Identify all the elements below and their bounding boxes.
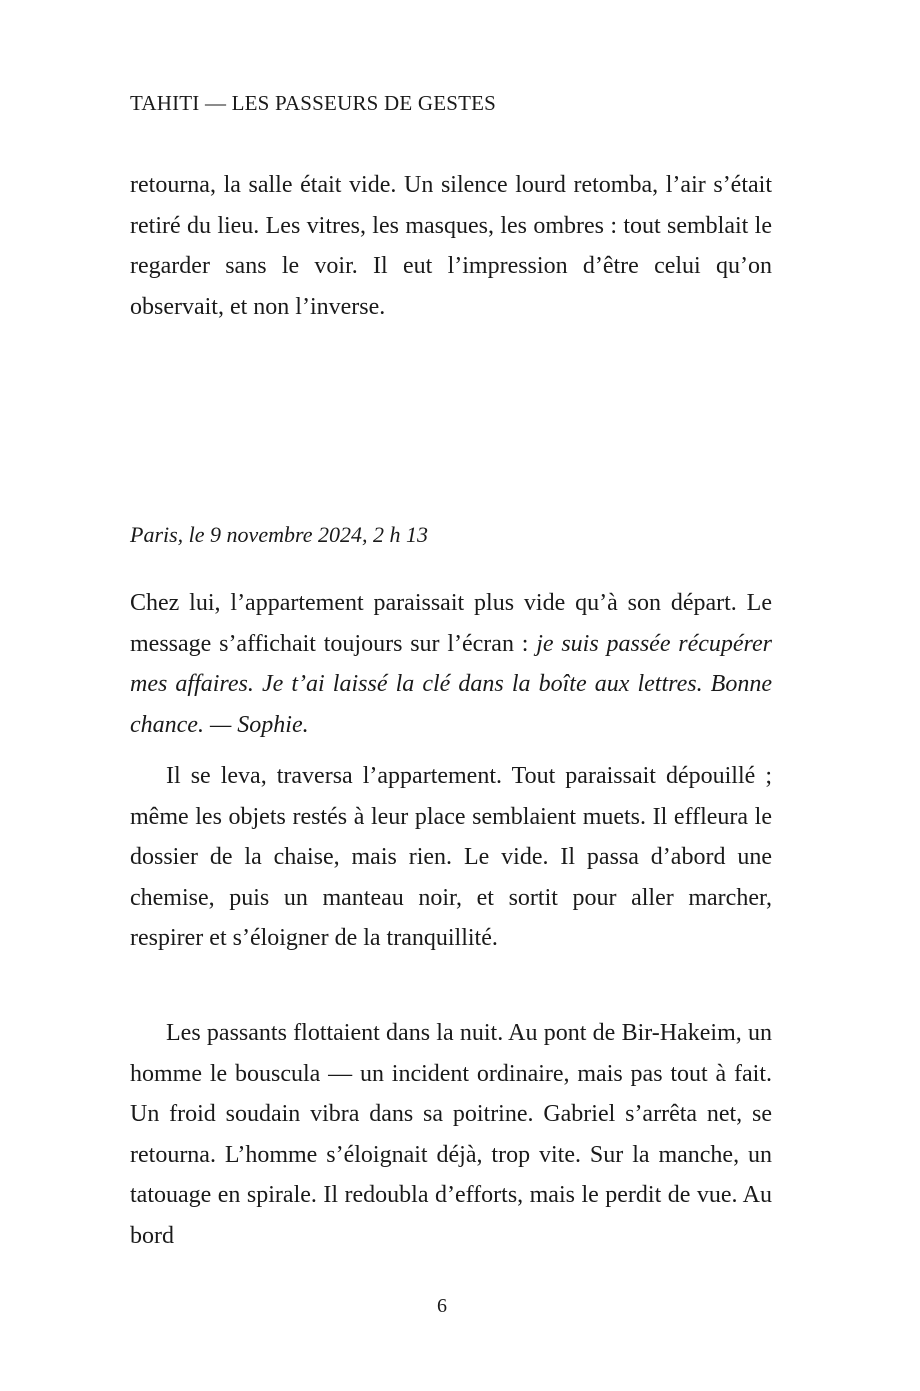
paragraph-4: Les passants flottaient dans la nuit. Au pont de Bir-Hakeim, un homme le bouscula — un incident ordinaire, mais pas tout à fait. Un froid soudain vibra dans sa poitrine. Gabriel s’arrêta net, se retourna. L’homme s’éloignait déjà, trop vite. Sur la manche, un tatouage en spirale. Il redoubla d’efforts, mais le perdit de vue. Au bord — [130, 1020, 772, 1249]
paragraph-2-italic-message: je suis passée récupérer mes affaires. Je t’ai laissé la clé dans la boîte aux lettres. Bonne chance. — Sophie. — [130, 630, 772, 738]
running-header: TAHITI — LES PASSEURS DE GESTES — [130, 91, 497, 115]
dateline: Paris, le 9 novembre 2024, 2 h 13 — [130, 522, 428, 547]
paragraph-2-roman: Chez lui, l’appartement paraissait plus vide qu’à son départ. Le message s’affichait toujours sur l’écran : — [130, 590, 772, 657]
paragraph-3: Il se leva, traversa l’appartement. Tout paraissait dépouillé ; même les objets restés à leur place semblaient muets. Il effleura le dossier de la chaise, mais rien. Le vide. Il passa d’abord une chemise, puis un manteau noir, et sortit pour aller marcher, respirer et s’éloigner de la tranquillité. — [130, 763, 772, 951]
page-number: 6 — [437, 1295, 447, 1317]
paragraph-1: retourna, la salle était vide. Un silence lourd retomba, l’air s’était retiré du lieu. Les vitres, les masques, les ombres : tout semblait le regarder sans le voir. Il eut l’impression d’être celui qu’on observait, et non l’inverse. — [130, 172, 772, 320]
paragraph-2 — [130, 583, 772, 745]
